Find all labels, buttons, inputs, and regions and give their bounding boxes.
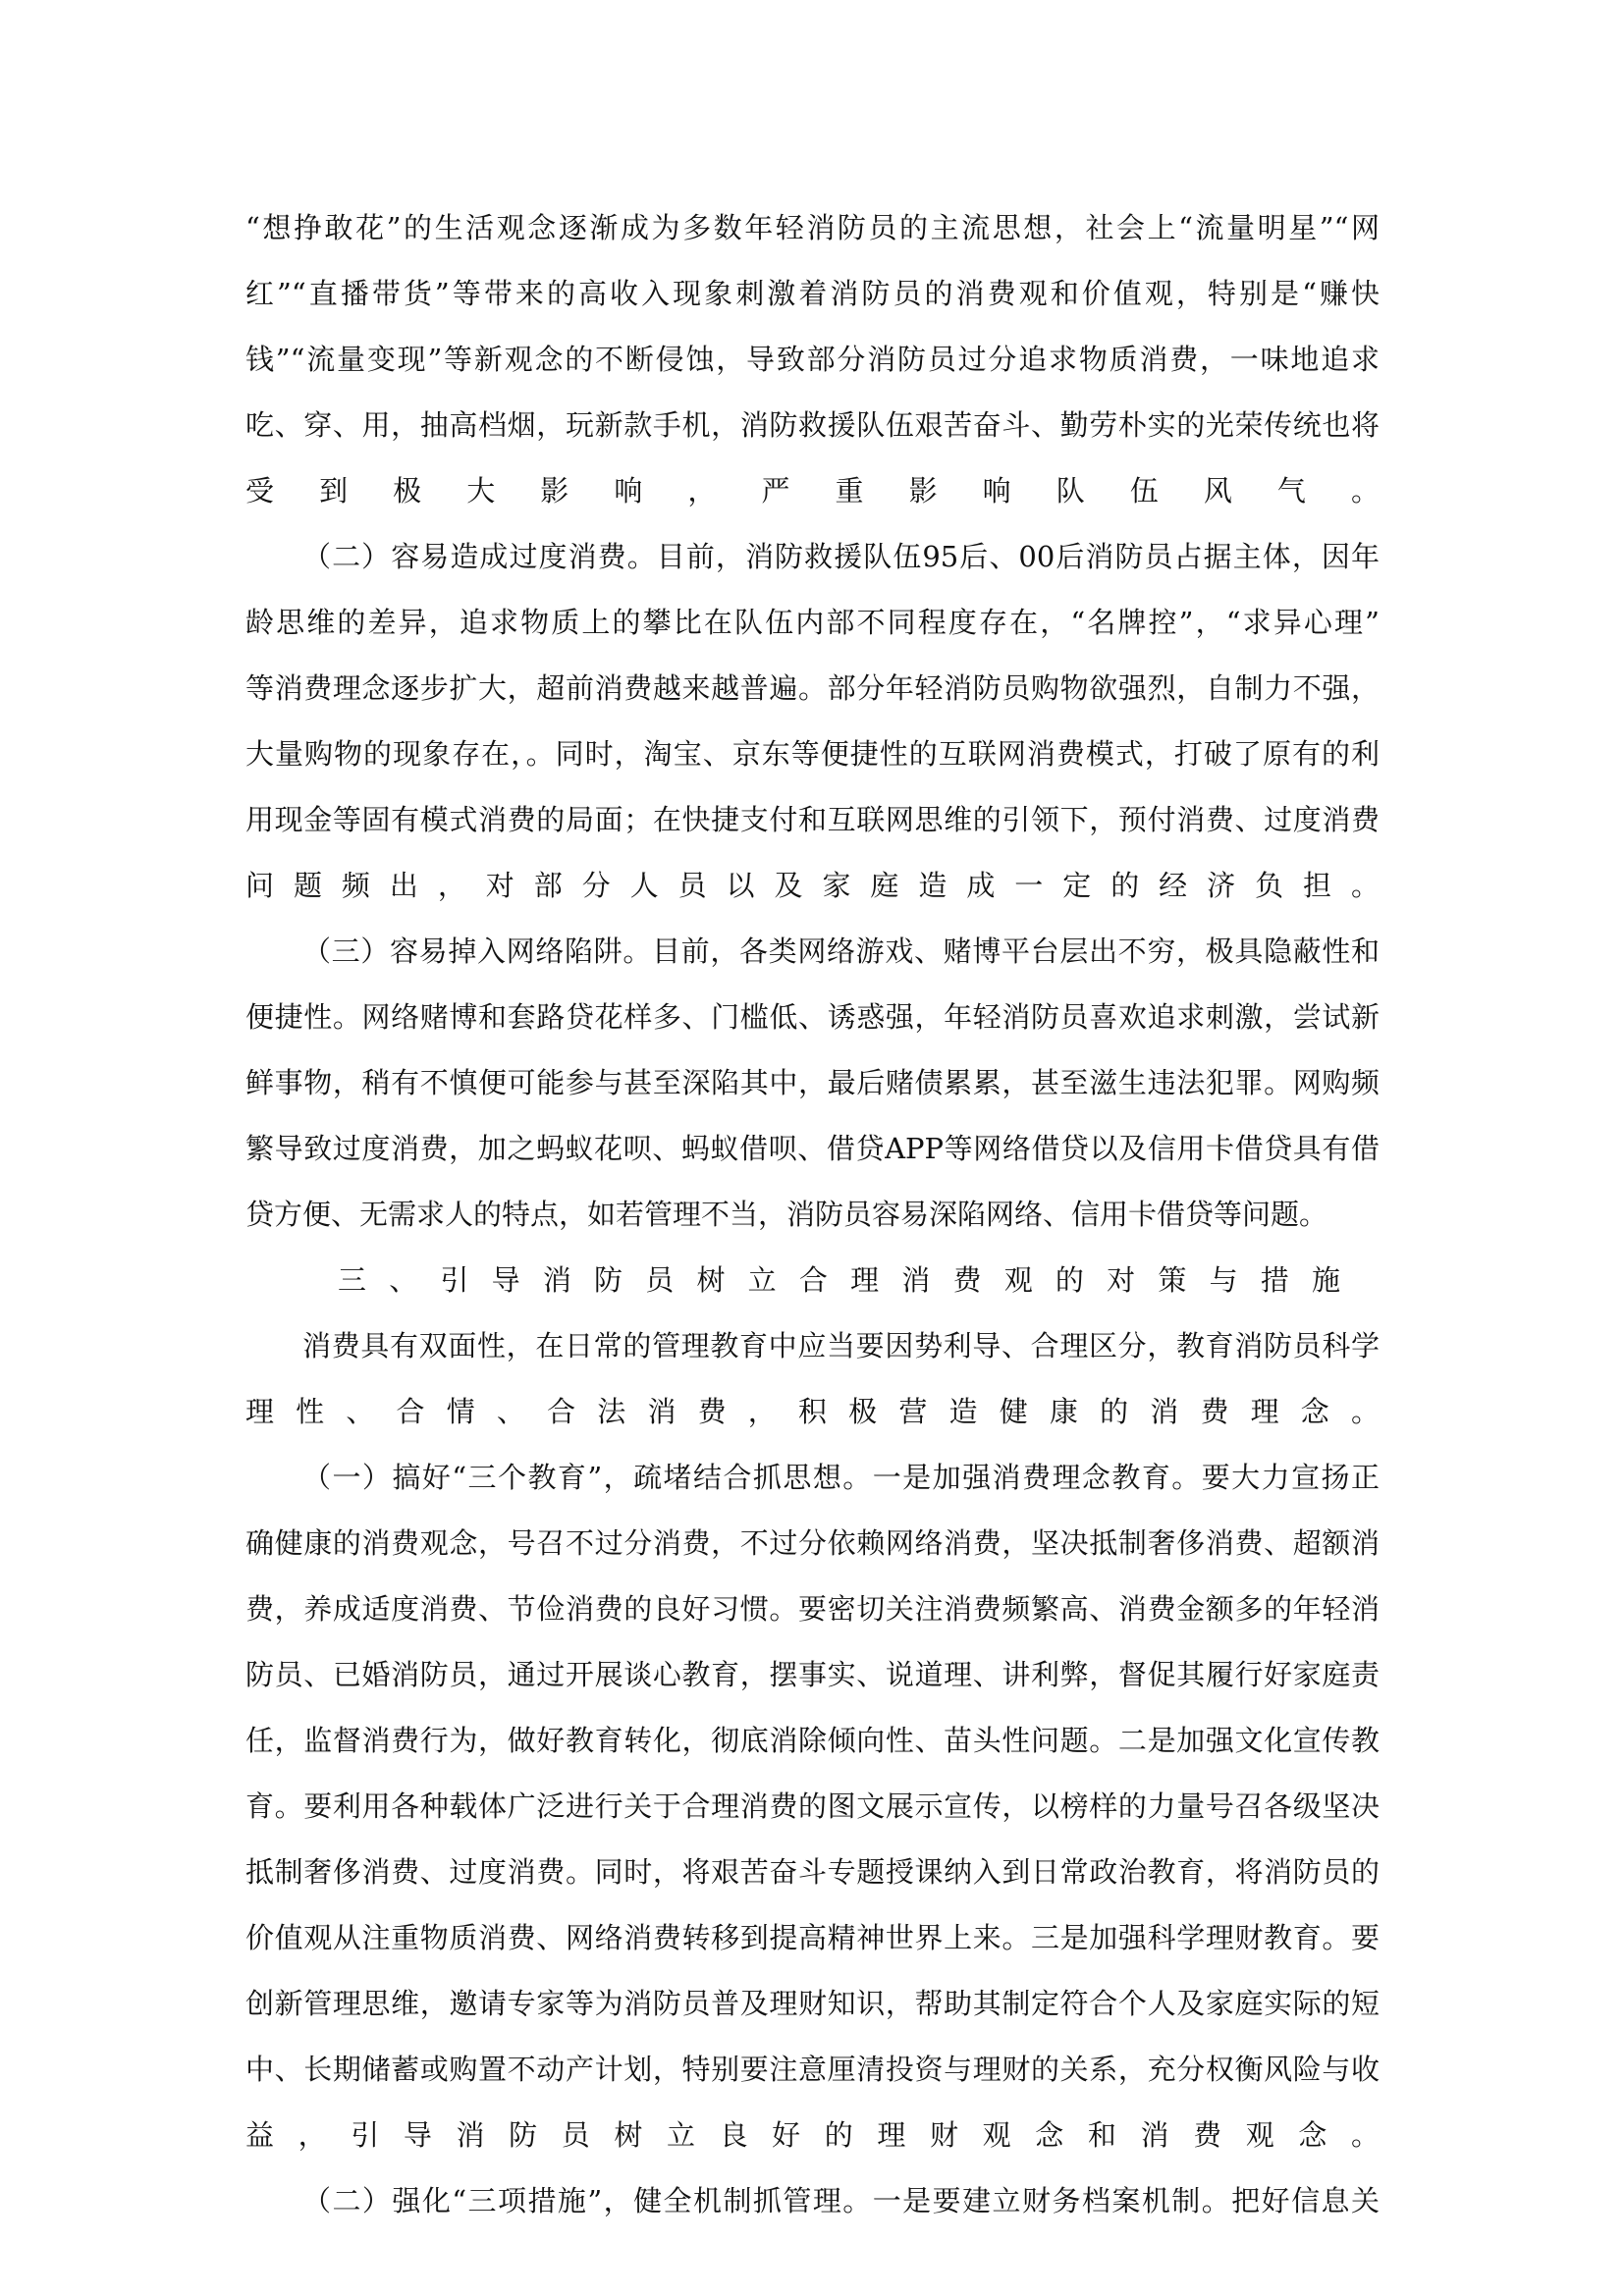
- text-line: 抵制奢侈消费、过度消费。同时，将艰苦奋斗专题授课纳入到日常政治教育，将消防员的: [245, 1855, 1380, 1889]
- text-line: 鲜事物，稍有不慎便可能参与甚至深陷其中，最后赌债累累，甚至滋生违法犯罪。网购频: [245, 1066, 1380, 1099]
- paragraph: [245, 2168, 1380, 2234]
- text-line: 益，引导消防员树立良好的理财观念和消费观念。: [245, 2118, 1380, 2152]
- text-line: （二）强化“三项措施”，健全机制抓管理。一是要建立财务档案机制。把好信息关: [302, 2184, 1380, 2217]
- text-line: 钱”“流量变现”等新观念的不断侵蚀，导致部分消防员过分追求物质消费，一味地追求: [245, 343, 1380, 376]
- text-line: 中、长期储蓄或购置不动产计划，特别要注意厘清投资与理财的关系，充分权衡风险与收: [245, 2053, 1380, 2086]
- text-line: 防员、已婚消防员，通过开展谈心教育，摆事实、说道理、讲利弊，督促其履行好家庭责: [245, 1658, 1380, 1691]
- text-line: 等消费理念逐步扩大，超前消费越来越普遍。部分年轻消防员购物欲强烈，自制力不强，: [245, 671, 1380, 705]
- text-line: （二）容易造成过度消费。目前，消防救援队伍95后、00后消防员占据主体，因年: [302, 540, 1380, 573]
- text-line: 便捷性。网络赌博和套路贷花样多、门槛低、诱惑强，年轻消防员喜欢追求刺激，尝试新: [245, 1000, 1380, 1034]
- text-line: 费，养成适度消费、节俭消费的良好习惯。要密切关注消费频繁高、消费金额多的年轻消: [245, 1592, 1380, 1626]
- text-line: 任，监督消费行为，做好教育转化，彻底消除倾向性、苗头性问题。二是加强文化宣传教: [245, 1724, 1380, 1757]
- text-line: “想挣敢花”的生活观念逐渐成为多数年轻消防员的主流思想，社会上“流量明星”“网: [245, 211, 1380, 244]
- paragraph: [245, 919, 1380, 1248]
- text-line: 消费具有双面性，在日常的管理教育中应当要因势利导、合理区分，教育消防员科学: [302, 1329, 1380, 1362]
- paragraph: [245, 195, 1380, 524]
- text-line: 价值观从注重物质消费、网络消费转移到提高精神世界上来。三是加强科学理财教育。要: [245, 1921, 1380, 1954]
- paragraph: [245, 524, 1380, 919]
- text-line: （三）容易掉入网络陷阱。目前，各类网络游戏、赌博平台层出不穷，极具隐蔽性和: [302, 934, 1380, 968]
- text-line: 理性、合情、合法消费，积极营造健康的消费理念。: [245, 1395, 1380, 1428]
- text-line: 大量购物的现象存在，。同时，淘宝、京东等便捷性的互联网消费模式，打破了原有的利: [245, 737, 1380, 771]
- text-line: 问题频出，对部分人员以及家庭造成一定的经济负担。: [245, 869, 1380, 902]
- heading-text: 三、引导消防员树立合理消费观的对策与措施: [338, 1263, 1340, 1297]
- text-line: 确健康的消费观念，号召不过分消费，不过分依赖网络消费，坚决抵制奢侈消费、超额消: [245, 1526, 1380, 1560]
- text-line: 贷方便、无需求人的特点，如若管理不当，消防员容易深陷网络、信用卡借贷等问题。: [245, 1198, 1328, 1231]
- text-line: 育。要利用各种载体广泛进行关于合理消费的图文展示宣传，以榜样的力量号召各级坚决: [245, 1789, 1380, 1823]
- text-line: 龄思维的差异，追求物质上的攀比在队伍内部不同程度存在，“名牌控”，“求异心理”: [245, 606, 1380, 639]
- text-line: 用现金等固有模式消费的局面；在快捷支付和互联网思维的引领下，预付消费、过度消费: [245, 803, 1380, 836]
- text-line: 创新管理思维，邀请专家等为消防员普及理财知识，帮助其制定符合个人及家庭实际的短: [245, 1987, 1380, 2020]
- paragraph: [245, 1445, 1380, 2168]
- paragraph: [245, 1313, 1380, 1445]
- text-line: （一）搞好“三个教育”，疏堵结合抓思想。一是加强消费理念教育。要大力宣扬正: [302, 1461, 1380, 1494]
- text-line: 红”“直播带货”等带来的高收入现象刺激着消防员的消费观和价值观，特别是“赚快: [245, 277, 1380, 310]
- section-heading: [245, 1248, 1380, 1313]
- text-line: 吃、穿、用，抽高档烟，玩新款手机，消防救援队伍艰苦奋斗、勤劳朴实的光荣传统也将: [245, 408, 1380, 442]
- text-line: 繁导致过度消费，加之蚂蚁花呗、蚂蚁借呗、借贷APP等网络借贷以及信用卡借贷具有借: [245, 1132, 1380, 1165]
- text-line: 受到极大影响，严重影响队伍风气。: [245, 474, 1380, 507]
